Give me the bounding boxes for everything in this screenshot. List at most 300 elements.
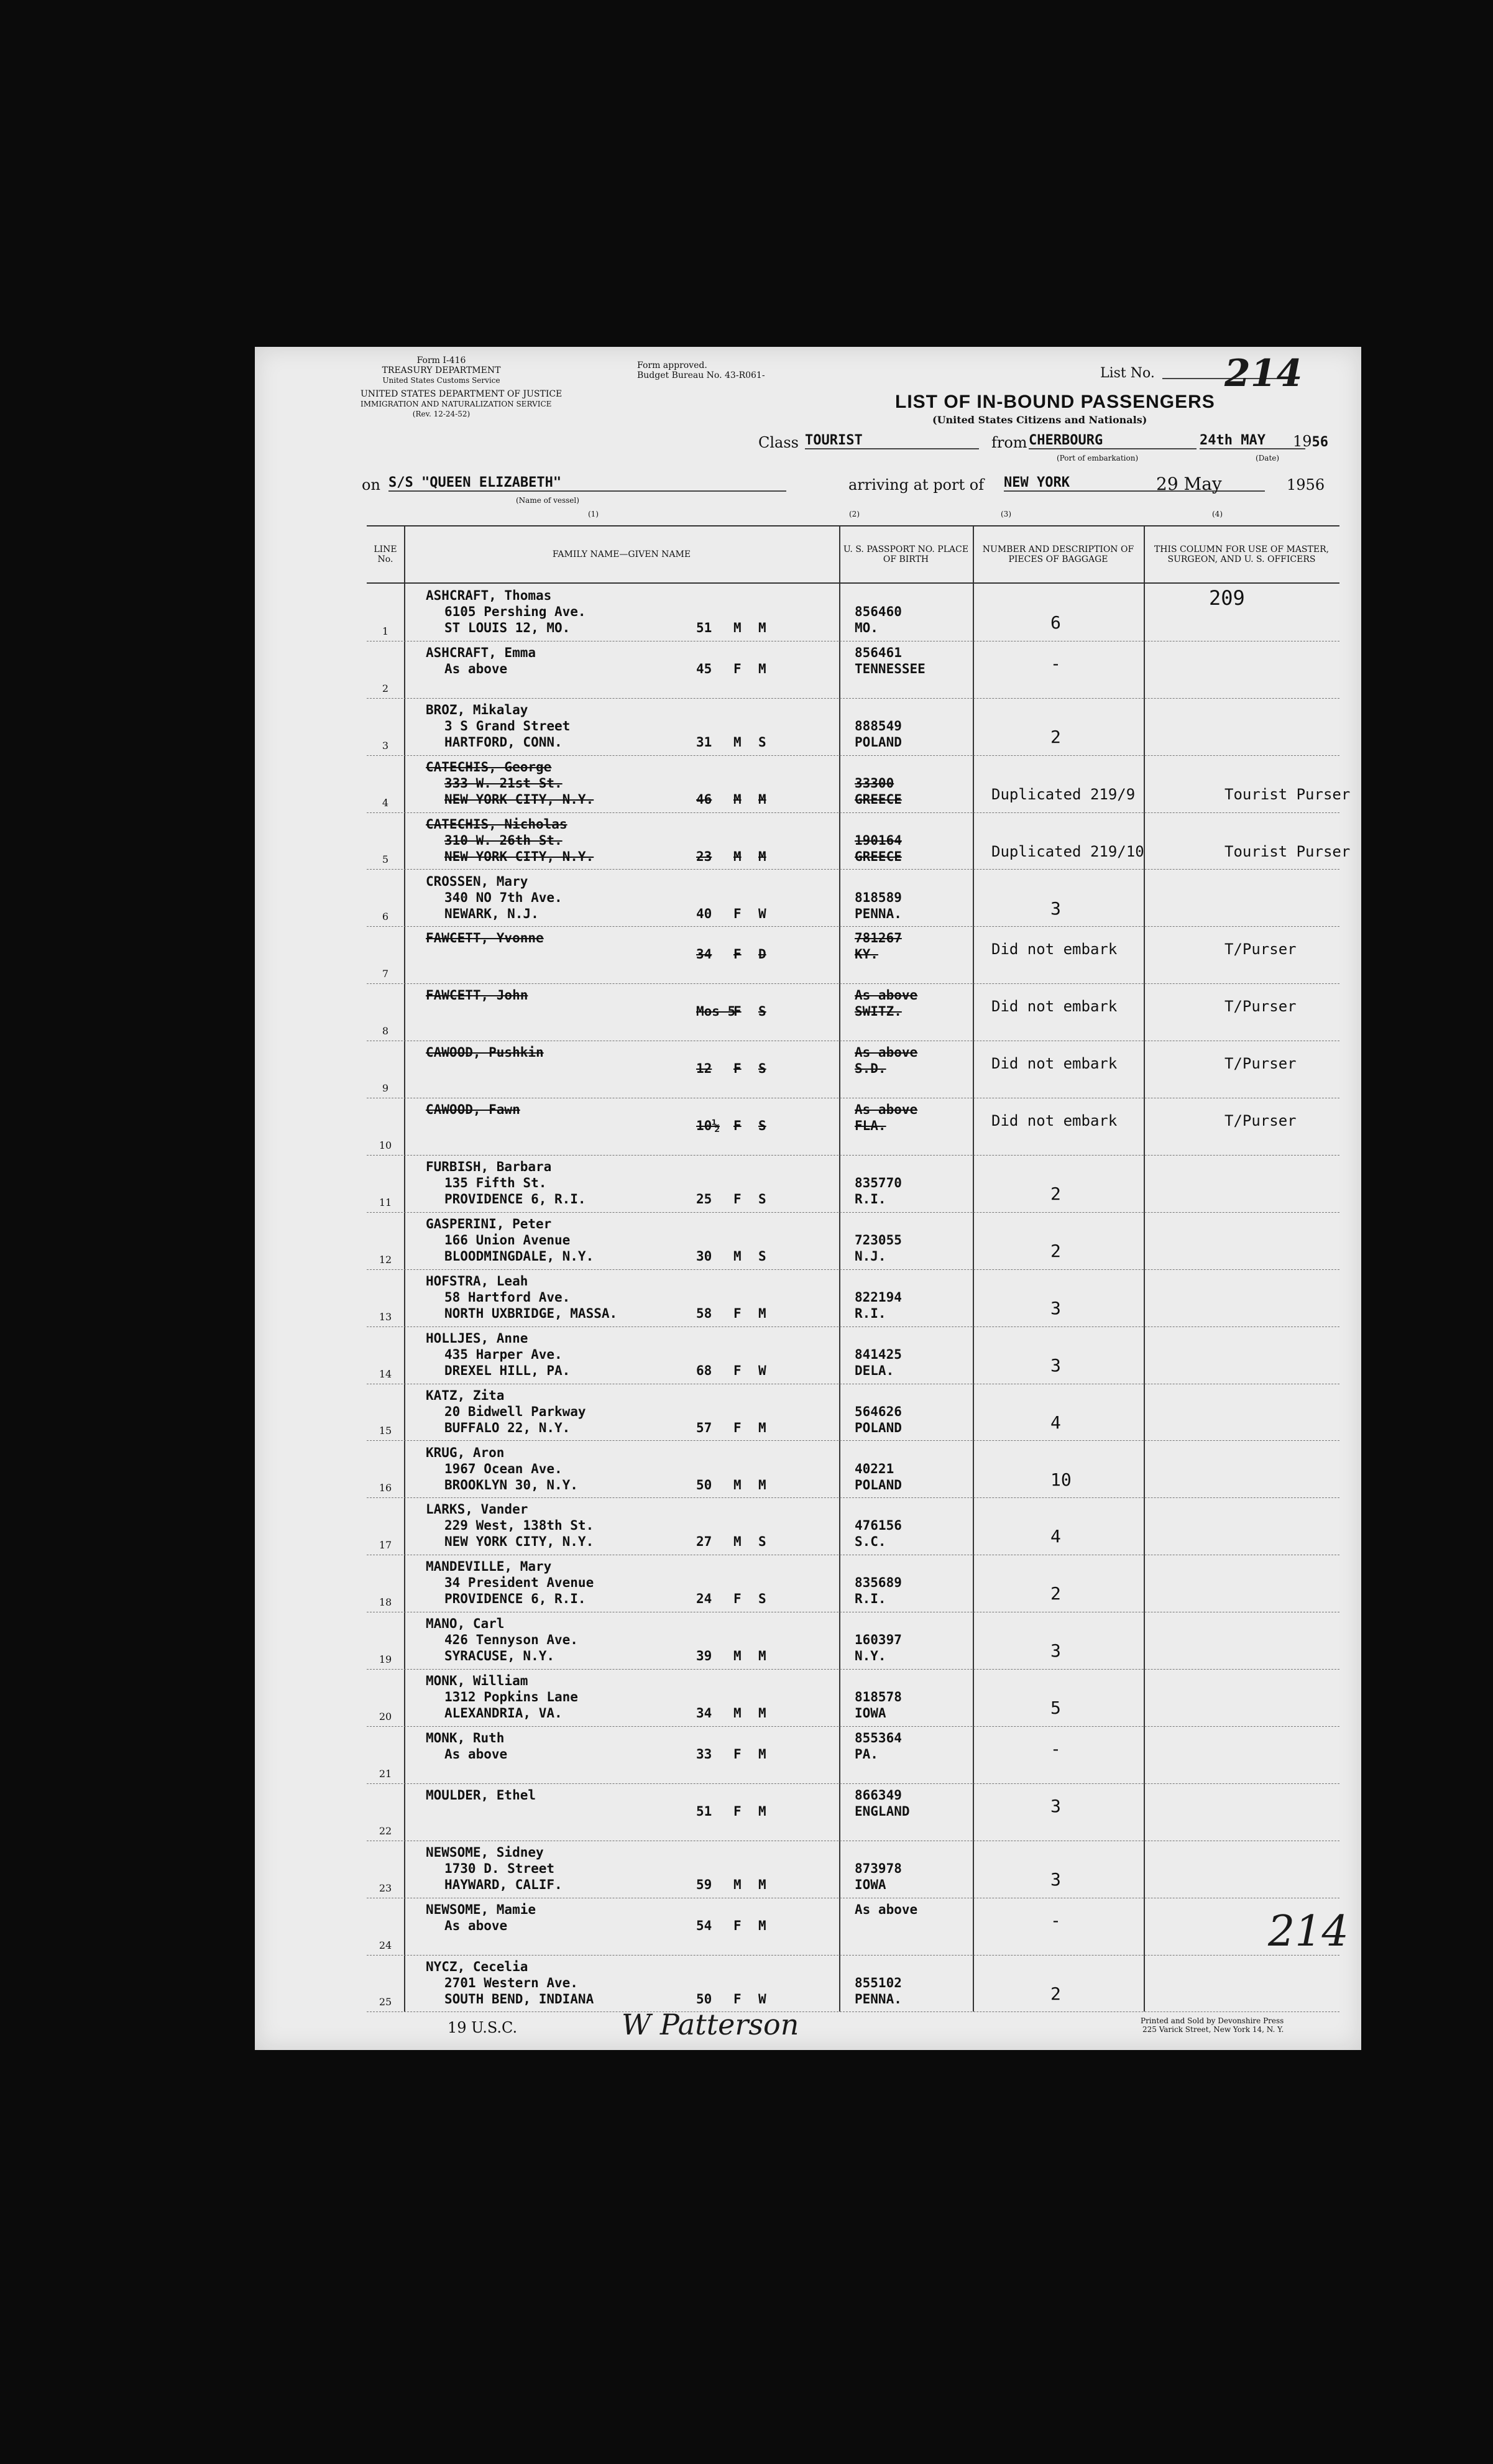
passport-number: 888549 xyxy=(855,718,902,733)
passport-number: 190164 xyxy=(855,832,902,848)
baggage-count: - xyxy=(1050,1910,1061,1931)
passenger-name-address xyxy=(426,1616,578,1664)
year2-prefix: 19 xyxy=(1287,476,1306,494)
passport-number: 818589 xyxy=(855,890,902,905)
passenger-name-address xyxy=(426,1901,536,1934)
table-row xyxy=(367,1612,1339,1670)
table-row xyxy=(367,870,1339,927)
line-number: 14 xyxy=(379,1368,392,1380)
col-num-4: (4) xyxy=(1212,510,1223,518)
passenger-name: CROSSEN, Mary xyxy=(426,873,528,889)
address-line: HARTFORD, CONN. xyxy=(444,734,563,750)
table-row xyxy=(367,1384,1339,1441)
passenger-name: MOULDER, Ethel xyxy=(426,1787,536,1803)
vessel-name: S/S "QUEEN ELIZABETH" xyxy=(388,475,786,492)
date-caption: (Date) xyxy=(1256,454,1280,462)
passenger-name: MANO, Carl xyxy=(426,1616,505,1632)
table-row xyxy=(367,698,1339,756)
year1 xyxy=(1293,433,1328,450)
baggage-count: 3 xyxy=(1050,1795,1061,1816)
marital-status: M xyxy=(758,848,766,864)
passenger-name: CAWOOD, Fawn xyxy=(426,1102,520,1118)
passenger-age: 51 xyxy=(696,1803,712,1819)
statute-code: 19 U.S.C. xyxy=(448,2019,518,2036)
document-subtitle: (United States Citizens and Nationals) xyxy=(932,414,1147,426)
passenger-sex: F xyxy=(733,947,742,962)
header-baggage: NUMBER AND DESCRIPTION OF PIECES OF BAGGAGE xyxy=(982,545,1134,564)
passenger-name-address xyxy=(426,1044,544,1060)
table-row xyxy=(367,1669,1339,1727)
marital-status: M xyxy=(758,1877,766,1892)
place-of-birth: TENNESSEE xyxy=(855,661,926,676)
address-line: As above xyxy=(444,1918,508,1933)
passport-number: 841425 xyxy=(855,1346,902,1362)
table-row xyxy=(367,1441,1339,1499)
address-line: 1730 D. Street xyxy=(444,1860,555,1876)
passenger-name: NEWSOME, Sidney xyxy=(426,1844,544,1860)
passport-number: 855102 xyxy=(855,1975,902,1990)
vessel-caption: (Name of vessel) xyxy=(516,496,579,505)
col-num-1: (1) xyxy=(588,510,599,518)
marital-status: M xyxy=(758,791,766,807)
passenger-sex: M xyxy=(733,620,742,635)
officer-note: T/Purser xyxy=(1224,998,1297,1016)
passenger-name: HOLLJES, Anne xyxy=(426,1330,528,1346)
passenger-sex: F xyxy=(733,1118,742,1134)
table-row xyxy=(367,1898,1339,1956)
passenger-age: 45 xyxy=(696,661,712,676)
address-line: DREXEL HILL, PA. xyxy=(444,1363,571,1378)
address-line: As above xyxy=(444,1747,508,1762)
passenger-age: 31 xyxy=(696,734,712,750)
line-number: 1 xyxy=(382,625,389,637)
marital-status: M xyxy=(758,661,766,676)
passport-number: 855364 xyxy=(855,1731,902,1745)
place-of-birth: GREECE xyxy=(855,791,902,807)
passenger-name-address xyxy=(426,1273,617,1322)
address-line: 6105 Pershing Ave. xyxy=(444,604,586,619)
place-of-birth: S.D. xyxy=(855,1061,886,1077)
passport-number: 835689 xyxy=(855,1575,902,1591)
line-number: 20 xyxy=(379,1710,392,1722)
baggage-count: Duplicated 219/9 xyxy=(991,785,1136,803)
passport-number: As above xyxy=(855,1102,918,1118)
passenger-name: CATECHIS, Nicholas xyxy=(426,816,567,832)
passenger-name: KRUG, Aron xyxy=(426,1445,505,1460)
officer-note: Tourist Purser xyxy=(1224,842,1351,860)
line-number: 21 xyxy=(379,1767,392,1780)
passenger-sex: M xyxy=(733,1534,742,1550)
address-line: 3 S Grand Street xyxy=(444,718,571,733)
address-line: 1312 Popkins Lane xyxy=(444,1689,578,1705)
passenger-sex: M xyxy=(733,1706,742,1721)
passenger-name-address xyxy=(426,1501,594,1550)
passenger-age: 30 xyxy=(696,1248,712,1264)
passport-number: 818578 xyxy=(855,1689,902,1705)
place-of-birth: MO. xyxy=(855,620,878,635)
passenger-name-address xyxy=(426,1159,586,1207)
passenger-name-address xyxy=(426,1101,520,1118)
marital-status: S xyxy=(758,1004,766,1019)
table-row xyxy=(367,812,1351,870)
table-row xyxy=(367,1041,1339,1098)
baggage-count: 2 xyxy=(1050,1983,1061,2004)
year2-suffix: 56 xyxy=(1305,476,1325,494)
line-number: 24 xyxy=(379,1939,392,1951)
address-line: 333 W. 21st St. xyxy=(444,775,563,791)
passenger-age: 25 xyxy=(696,1192,712,1207)
passenger-age: 50 xyxy=(696,1991,712,2007)
address-line: 2701 Western Ave. xyxy=(444,1975,578,1990)
address-line: 426 Tennyson Ave. xyxy=(444,1632,578,1648)
passenger-name-address xyxy=(426,1959,594,2007)
passport-number: As above xyxy=(855,1045,918,1060)
marital-status: M xyxy=(758,1803,766,1819)
from-value: CHERBOURG xyxy=(1029,433,1197,449)
marital-status: S xyxy=(758,1061,766,1077)
passport-number: 33300 xyxy=(855,775,894,791)
baggage-count: 4 xyxy=(1050,1526,1061,1547)
line-number: 15 xyxy=(379,1425,392,1437)
header-name: FAMILY NAME—GIVEN NAME xyxy=(552,549,691,559)
address-line: As above xyxy=(444,661,508,676)
table-row xyxy=(367,1841,1339,1898)
passenger-name-address xyxy=(426,1445,578,1493)
passenger-name: MANDEVILLE, Mary xyxy=(426,1559,552,1574)
passenger-age: 33 xyxy=(696,1747,712,1762)
place-of-birth: ENGLAND xyxy=(855,1803,910,1819)
passenger-name-address xyxy=(426,1730,507,1762)
place-of-birth: PENNA. xyxy=(855,1991,902,2007)
address-line: BROOKLYN 30, N.Y. xyxy=(444,1477,578,1492)
place-of-birth: POLAND xyxy=(855,1477,902,1492)
marital-status: M xyxy=(758,1747,766,1762)
table-row xyxy=(367,1783,1339,1841)
table-row xyxy=(367,641,1339,699)
passenger-sex: F xyxy=(733,1192,742,1207)
embarkation-caption: (Port of embarkation) xyxy=(1057,454,1139,462)
passenger-name: CATECHIS, George xyxy=(426,759,552,775)
address-line: ALEXANDRIA, VA. xyxy=(444,1706,563,1721)
address-line: 20 Bidwell Parkway xyxy=(444,1404,586,1419)
baggage-count: Did not embark xyxy=(991,940,1118,958)
passenger-age: 54 xyxy=(696,1918,712,1933)
passenger-name: BROZ, Mikalay xyxy=(426,702,528,717)
address-line: 34 President Avenue xyxy=(444,1575,594,1591)
table-row xyxy=(367,1155,1339,1213)
passenger-name: ASHCRAFT, Emma xyxy=(426,645,536,660)
signature: W Patterson xyxy=(622,2008,799,2041)
passenger-name-address xyxy=(426,1387,586,1436)
baggage-count: 5 xyxy=(1050,1698,1061,1719)
marital-status: S xyxy=(758,734,766,750)
place-of-birth: POLAND xyxy=(855,734,902,750)
place-of-birth: FLA. xyxy=(855,1118,886,1134)
table-row xyxy=(367,1497,1339,1555)
passport-number: As above xyxy=(855,1901,918,1917)
passenger-name: FAWCETT, John xyxy=(426,988,528,1003)
baggage-count: 3 xyxy=(1050,898,1061,919)
place-of-birth: PENNA. xyxy=(855,906,902,921)
passenger-name: KATZ, Zita xyxy=(426,1387,505,1403)
officer-note: 209 xyxy=(1209,586,1245,610)
passport-number: 160397 xyxy=(855,1632,902,1648)
passenger-sex: F xyxy=(733,1991,742,2007)
passenger-name-address xyxy=(426,816,594,865)
passenger-table xyxy=(367,525,1351,2011)
budget-text: Budget Bureau No. 43-R061- xyxy=(637,370,765,380)
line-number: 22 xyxy=(379,1824,392,1837)
place-of-birth: PA. xyxy=(855,1747,878,1762)
line-number: 19 xyxy=(379,1653,392,1666)
table-row xyxy=(367,926,1339,984)
address-line: 166 Union Avenue xyxy=(444,1232,571,1248)
passenger-name-address xyxy=(426,1787,536,1803)
passenger-sex: F xyxy=(733,1918,742,1933)
passenger-age: 34 xyxy=(696,947,712,962)
place-of-birth: R.I. xyxy=(855,1591,886,1607)
passenger-name: NYCZ, Cecelia xyxy=(426,1959,528,1974)
passenger-age: 40 xyxy=(696,906,712,921)
passenger-sex: M xyxy=(733,734,742,750)
form-header-left xyxy=(361,356,563,419)
officer-note: Tourist Purser xyxy=(1224,785,1351,803)
address-line: NEW YORK CITY, N.Y. xyxy=(444,848,594,864)
marital-status: M xyxy=(758,1477,766,1492)
passenger-name-address xyxy=(426,1558,594,1607)
passenger-name: HOFSTRA, Leah xyxy=(426,1273,528,1289)
passport-number: 781267 xyxy=(855,931,902,946)
ins-service: IMMIGRATION AND NATURALIZATION SERVICE xyxy=(361,400,552,408)
passenger-name-address xyxy=(426,645,536,677)
place-of-birth: GREECE xyxy=(855,848,902,864)
line-number: 8 xyxy=(382,1025,389,1037)
passenger-name-address xyxy=(426,587,586,636)
baggage-count: 2 xyxy=(1050,1240,1061,1261)
passenger-age: 68 xyxy=(696,1363,712,1378)
arrival-port: NEW YORK xyxy=(1004,475,1265,492)
line-number: 25 xyxy=(379,1996,392,2008)
marital-status: M xyxy=(758,1706,766,1721)
header-officers: THIS COLUMN FOR USE OF MASTER, SURGEON, AND U. S. OFFICERS xyxy=(1154,545,1330,564)
baggage-count: Duplicated 219/10 xyxy=(991,842,1144,860)
passenger-name-address xyxy=(426,759,594,807)
line-number: 6 xyxy=(382,911,389,923)
passenger-sex: M xyxy=(733,1648,742,1664)
passenger-age: 24 xyxy=(696,1591,712,1607)
passport-number: 822194 xyxy=(855,1289,902,1305)
passenger-name: NEWSOME, Mamie xyxy=(426,1901,536,1917)
address-line: ST LOUIS 12, MO. xyxy=(444,620,571,635)
table-row xyxy=(367,983,1339,1041)
place-of-birth: N.J. xyxy=(855,1248,886,1264)
table-row xyxy=(367,1955,1339,2013)
col-num-3: (3) xyxy=(1001,510,1011,518)
baggage-count: Did not embark xyxy=(991,1055,1118,1073)
place-of-birth: R.I. xyxy=(855,1305,886,1321)
address-line: 310 W. 26th St. xyxy=(444,832,563,848)
passenger-age: 46 xyxy=(696,791,712,807)
officer-note: T/Purser xyxy=(1224,1055,1297,1073)
table-row xyxy=(367,1098,1339,1156)
marital-status: S xyxy=(758,1192,766,1207)
baggage-count: 2 xyxy=(1050,1184,1061,1204)
line-number: 23 xyxy=(379,1882,392,1894)
place-of-birth: SWITZ. xyxy=(855,1004,902,1019)
line-number: 9 xyxy=(382,1082,389,1095)
place-of-birth: DELA. xyxy=(855,1363,894,1378)
document-title: LIST OF IN-BOUND PASSENGERS xyxy=(895,392,1215,412)
place-of-birth: KY. xyxy=(855,947,878,962)
passenger-sex: M xyxy=(733,791,742,807)
passenger-name: ASHCRAFT, Thomas xyxy=(426,588,552,603)
passenger-sex: F xyxy=(733,1420,742,1435)
passenger-name-address xyxy=(426,1673,578,1721)
passport-number: 866349 xyxy=(855,1787,902,1803)
line-number: 7 xyxy=(382,968,389,980)
address-line: 435 Harper Ave. xyxy=(444,1346,563,1362)
officer-note: T/Purser xyxy=(1224,940,1297,958)
line-number: 5 xyxy=(382,853,389,866)
class-value: TOURIST xyxy=(805,433,979,449)
year1-suffix: 56 xyxy=(1312,434,1329,450)
treasury-dept: TREASURY DEPARTMENT xyxy=(382,365,501,375)
marital-status: M xyxy=(758,1420,766,1435)
address-line: SOUTH BEND, INDIANA xyxy=(444,1991,594,2007)
marital-status: W xyxy=(758,1991,766,2007)
marital-status: S xyxy=(758,1534,766,1550)
address-line: 340 NO 7th Ave. xyxy=(444,890,563,905)
baggage-count: 3 xyxy=(1050,1297,1061,1318)
line-number: 10 xyxy=(379,1139,392,1151)
header-passport: U. S. PASSPORT NO. PLACE OF BIRTH xyxy=(843,545,969,564)
table-row xyxy=(367,1212,1339,1270)
marital-status: M xyxy=(758,1918,766,1933)
passenger-age: 27 xyxy=(696,1534,712,1550)
passenger-sex: M xyxy=(733,848,742,864)
passenger-sex: M xyxy=(733,1477,742,1492)
marital-status: D xyxy=(758,947,766,962)
printer-line-2: 225 Varick Street, New York 14, N. Y. xyxy=(1142,2025,1284,2034)
year2 xyxy=(1287,476,1325,494)
form-approval xyxy=(637,361,765,380)
list-no-label: List No. xyxy=(1100,365,1155,381)
table-row xyxy=(367,755,1351,813)
passenger-name-address xyxy=(426,873,563,922)
address-line: NEWARK, N.J. xyxy=(444,906,539,921)
line-number: 12 xyxy=(379,1253,392,1266)
passport-number: 723055 xyxy=(855,1232,902,1248)
passport-number: 856461 xyxy=(855,645,902,660)
passenger-name: FAWCETT, Yvonne xyxy=(426,931,544,946)
address-line: NEW YORK CITY, N.Y. xyxy=(444,791,594,807)
passenger-sex: F xyxy=(733,1305,742,1321)
line-number: 17 xyxy=(379,1539,392,1551)
passenger-name-address xyxy=(426,1330,570,1379)
passenger-name: MONK, William xyxy=(426,1673,528,1689)
list-no-value: 214 xyxy=(1224,352,1303,395)
baggage-count: 6 xyxy=(1050,612,1061,633)
marital-status: S xyxy=(758,1118,766,1134)
passenger-sex: F xyxy=(733,1004,742,1019)
passenger-age: 51 xyxy=(696,620,712,635)
passenger-age: 10½ xyxy=(696,1118,720,1134)
passenger-sex: F xyxy=(733,1803,742,1819)
table-row xyxy=(367,1726,1339,1784)
address-line: 1967 Ocean Ave. xyxy=(444,1461,563,1476)
passenger-sex: F xyxy=(733,1591,742,1607)
line-number: 4 xyxy=(382,796,389,809)
marital-status: M xyxy=(758,1305,766,1321)
passport-number: 873978 xyxy=(855,1860,902,1876)
line-number: 2 xyxy=(382,682,389,694)
address-line: 229 West, 138th St. xyxy=(444,1518,594,1533)
passenger-sex: F xyxy=(733,661,742,676)
baggage-count: 4 xyxy=(1050,1412,1061,1433)
table-row xyxy=(367,1555,1339,1612)
address-line: BLOODMINGDALE, N.Y. xyxy=(444,1248,594,1264)
passport-number: 40221 xyxy=(855,1461,894,1476)
printer-credit xyxy=(1141,2016,1284,2034)
address-line: 135 Fifth St. xyxy=(444,1175,547,1190)
header-line-no: LINE No. xyxy=(374,545,397,564)
baggage-count: - xyxy=(1050,653,1061,674)
passenger-name: MONK, Ruth xyxy=(426,1731,505,1745)
passenger-name: LARKS, Vander xyxy=(426,1502,528,1517)
arriving-label: arriving at port of xyxy=(848,476,985,494)
baggage-count: 3 xyxy=(1050,1869,1061,1890)
passenger-name-address xyxy=(426,702,570,750)
passenger-name: CAWOOD, Pushkin xyxy=(426,1045,544,1060)
col-num-2: (2) xyxy=(849,510,860,518)
place-of-birth: IOWA xyxy=(855,1877,886,1892)
passenger-sex: F xyxy=(733,906,742,921)
customs-service: United States Customs Service xyxy=(382,376,500,385)
marital-status: M xyxy=(758,620,766,635)
baggage-count: 3 xyxy=(1050,1640,1061,1662)
place-of-birth: N.Y. xyxy=(855,1648,886,1664)
officer-note: T/Purser xyxy=(1224,1112,1297,1130)
line-number: 16 xyxy=(379,1482,392,1494)
passport-number: As above xyxy=(855,988,918,1003)
place-of-birth: IOWA xyxy=(855,1706,886,1721)
printer-line-1: Printed and Sold by Devonshire Press xyxy=(1141,2016,1284,2025)
passport-number: 476156 xyxy=(855,1518,902,1533)
address-line: HAYWARD, CALIF. xyxy=(444,1877,563,1892)
address-line: SYRACUSE, N.Y. xyxy=(444,1648,555,1664)
passenger-sex: M xyxy=(733,1877,742,1892)
marital-status: W xyxy=(758,1363,766,1378)
line-number: 18 xyxy=(379,1596,392,1609)
baggage-count: 10 xyxy=(1050,1469,1072,1490)
marital-status: M xyxy=(758,1648,766,1664)
passenger-name-address xyxy=(426,1216,594,1264)
passenger-sex: F xyxy=(733,1747,742,1762)
passenger-age: 23 xyxy=(696,848,712,864)
passport-number: 564626 xyxy=(855,1404,902,1419)
on-label: on xyxy=(362,476,380,494)
passenger-age: 50 xyxy=(696,1477,712,1492)
address-line: NORTH UXBRIDGE, MASSA. xyxy=(444,1305,618,1321)
passenger-name-address xyxy=(426,1844,563,1893)
from-label: from xyxy=(991,434,1027,451)
table-row xyxy=(367,584,1339,641)
passenger-age: 12 xyxy=(696,1061,712,1077)
baggage-count: 3 xyxy=(1050,1354,1061,1376)
line-number: 11 xyxy=(379,1196,392,1208)
baggage-count: Did not embark xyxy=(991,1112,1118,1130)
baggage-count: - xyxy=(1050,1739,1061,1759)
